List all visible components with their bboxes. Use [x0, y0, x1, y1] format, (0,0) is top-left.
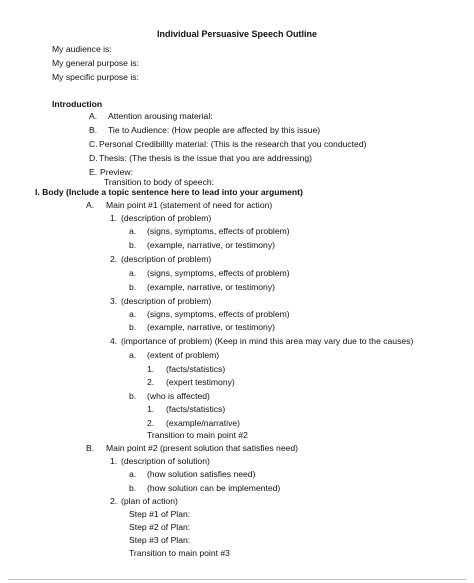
- detail-text: (extent of problem): [147, 350, 220, 360]
- intro-item-text: Personal Credibility material: (This is the research that you conducted): [99, 139, 367, 149]
- evidence-text: (facts/statistics): [166, 364, 226, 374]
- sub-point-marker: 2.: [110, 496, 118, 506]
- plan-step: Step #1 of Plan:: [129, 509, 191, 519]
- main-point-marker: A.: [86, 200, 95, 210]
- intro-marker: E.: [89, 167, 98, 177]
- detail-marker: b.: [129, 240, 137, 250]
- main-point-2: Main point #2 (present solution that satisfies need): [106, 443, 299, 453]
- general-purpose-line: My general purpose is:: [52, 58, 139, 68]
- intro-marker: C.: [89, 139, 98, 149]
- detail-text: (who is affected): [147, 391, 210, 401]
- detail-text: (signs, symptoms, effects of problem): [147, 309, 290, 319]
- detail-text: (how solution satisfies need): [147, 469, 256, 479]
- intro-item-text: Thesis: (The thesis is the issue that you are addressing): [99, 153, 313, 163]
- intro-transition: Transition to body of speech:: [104, 177, 215, 187]
- detail-marker: b.: [129, 483, 137, 493]
- sub-point-marker: 2.: [110, 254, 118, 264]
- detail-marker: a.: [129, 350, 137, 360]
- detail-marker: b.: [129, 391, 137, 401]
- detail-marker: b.: [129, 282, 137, 292]
- document-title: Individual Persuasive Speech Outline: [157, 29, 318, 39]
- sub-point-text: (description of problem): [121, 296, 212, 306]
- introduction-heading: Introduction: [52, 99, 103, 109]
- evidence-marker: 2.: [147, 418, 155, 428]
- sub-point-marker: 4.: [110, 336, 118, 346]
- transition-text: Transition to main point #2: [147, 430, 248, 440]
- evidence-text: (example/narrative): [166, 418, 241, 428]
- detail-marker: a.: [129, 226, 137, 236]
- intro-marker: A.: [89, 111, 98, 121]
- intro-marker: B.: [89, 125, 98, 135]
- plan-step: Step #2 of Plan:: [129, 522, 191, 532]
- sub-point-text: (description of problem): [121, 254, 212, 264]
- intro-item-text: Tie to Audience: (How people are affected by this issue): [108, 125, 321, 135]
- page-bottom-rule: [8, 579, 466, 580]
- detail-marker: a.: [129, 268, 137, 278]
- detail-text: (how solution can be implemented): [147, 483, 281, 493]
- sub-point-marker: 1.: [110, 456, 118, 466]
- detail-marker: a.: [129, 469, 137, 479]
- audience-line: My audience is:: [52, 44, 112, 54]
- intro-marker: D.: [89, 153, 98, 163]
- sub-point-text: (plan of action): [121, 496, 178, 506]
- evidence-marker: 1.: [147, 364, 155, 374]
- detail-text: (example, narrative, or testimony): [147, 282, 275, 292]
- main-point-1: Main point #1 (statement of need for action): [106, 200, 273, 210]
- detail-text: (example, narrative, or testimony): [147, 240, 275, 250]
- detail-marker: b.: [129, 322, 137, 332]
- body-heading: I. Body (Include a topic sentence here to lead into your argument): [35, 187, 303, 197]
- specific-purpose-line: My specific purpose is:: [52, 72, 139, 82]
- sub-point-marker: 3.: [110, 296, 118, 306]
- detail-marker: a.: [129, 309, 137, 319]
- evidence-text: (expert testimony): [166, 377, 235, 387]
- detail-text: (signs, symptoms, effects of problem): [147, 268, 290, 278]
- detail-text: (signs, symptoms, effects of problem): [147, 226, 290, 236]
- sub-point-marker: 1.: [110, 213, 118, 223]
- sub-point-text: (description of problem): [121, 213, 212, 223]
- main-point-marker: B.: [86, 443, 95, 453]
- detail-text: (example, narrative, or testimony): [147, 322, 275, 332]
- evidence-marker: 1.: [147, 404, 155, 414]
- plan-step: Step #3 of Plan:: [129, 535, 191, 545]
- intro-item-text: Attention arousing material:: [108, 111, 213, 121]
- evidence-text: (facts/statistics): [166, 404, 226, 414]
- evidence-marker: 2.: [147, 377, 155, 387]
- sub-point-text: (importance of problem) (Keep in mind this area may vary due to the causes): [121, 336, 414, 346]
- transition-text: Transition to main point #3: [129, 548, 230, 558]
- sub-point-text: (description of solution): [121, 456, 210, 466]
- intro-item-text: Preview:: [100, 167, 133, 177]
